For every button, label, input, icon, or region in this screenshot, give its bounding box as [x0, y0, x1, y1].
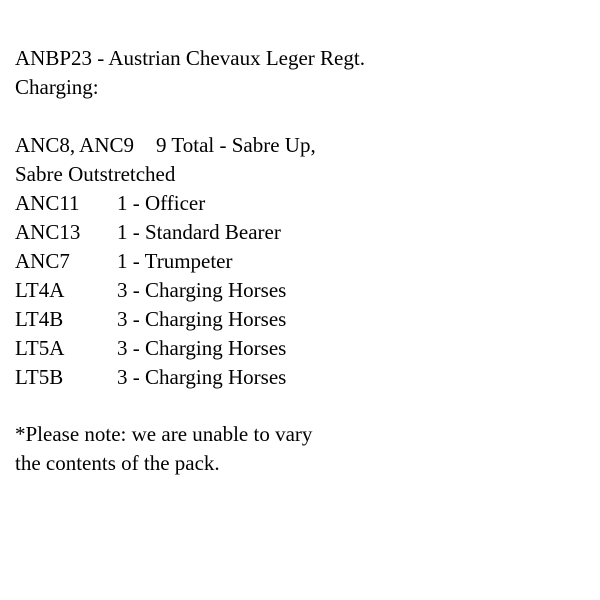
item-code: LT5A	[15, 336, 65, 360]
note-line-2: the contents of the pack.	[15, 451, 220, 475]
item-code: LT4A	[15, 278, 65, 302]
list-item	[15, 276, 316, 305]
item-description: 1 - Officer	[117, 191, 206, 215]
item-code: LT4B	[15, 307, 64, 331]
list-item	[15, 131, 316, 160]
item-code: LT5B	[15, 365, 64, 389]
item-description: 3 - Charging Horses	[117, 336, 287, 360]
item-code: ANC11	[15, 191, 80, 215]
item-description: 1 - Standard Bearer	[117, 220, 281, 244]
pack-note	[15, 420, 312, 478]
pack-title	[15, 44, 365, 102]
list-item	[15, 363, 316, 392]
item-code: ANC13	[15, 220, 81, 244]
pack-title-line-1: ANBP23 - Austrian Chevaux Leger Regt.	[15, 46, 365, 70]
pack-contents-list	[15, 131, 316, 392]
item-code: ANC8, ANC9	[15, 133, 135, 157]
item-description-continued: Sabre Outstretched	[15, 162, 176, 186]
list-item	[15, 247, 316, 276]
list-item	[15, 334, 316, 363]
list-item	[15, 189, 316, 218]
list-item	[15, 305, 316, 334]
item-description: 3 - Charging Horses	[117, 278, 287, 302]
note-line-1: *Please note: we are unable to vary	[15, 422, 313, 446]
item-description: 3 - Charging Horses	[117, 307, 287, 331]
pack-title-line-2: Charging:	[15, 75, 99, 99]
item-description: 3 - Charging Horses	[117, 365, 287, 389]
item-description: 9 Total - Sabre Up,	[156, 133, 316, 157]
item-code: ANC7	[15, 249, 70, 273]
item-description: 1 - Trumpeter	[117, 249, 233, 273]
list-item	[15, 218, 316, 247]
